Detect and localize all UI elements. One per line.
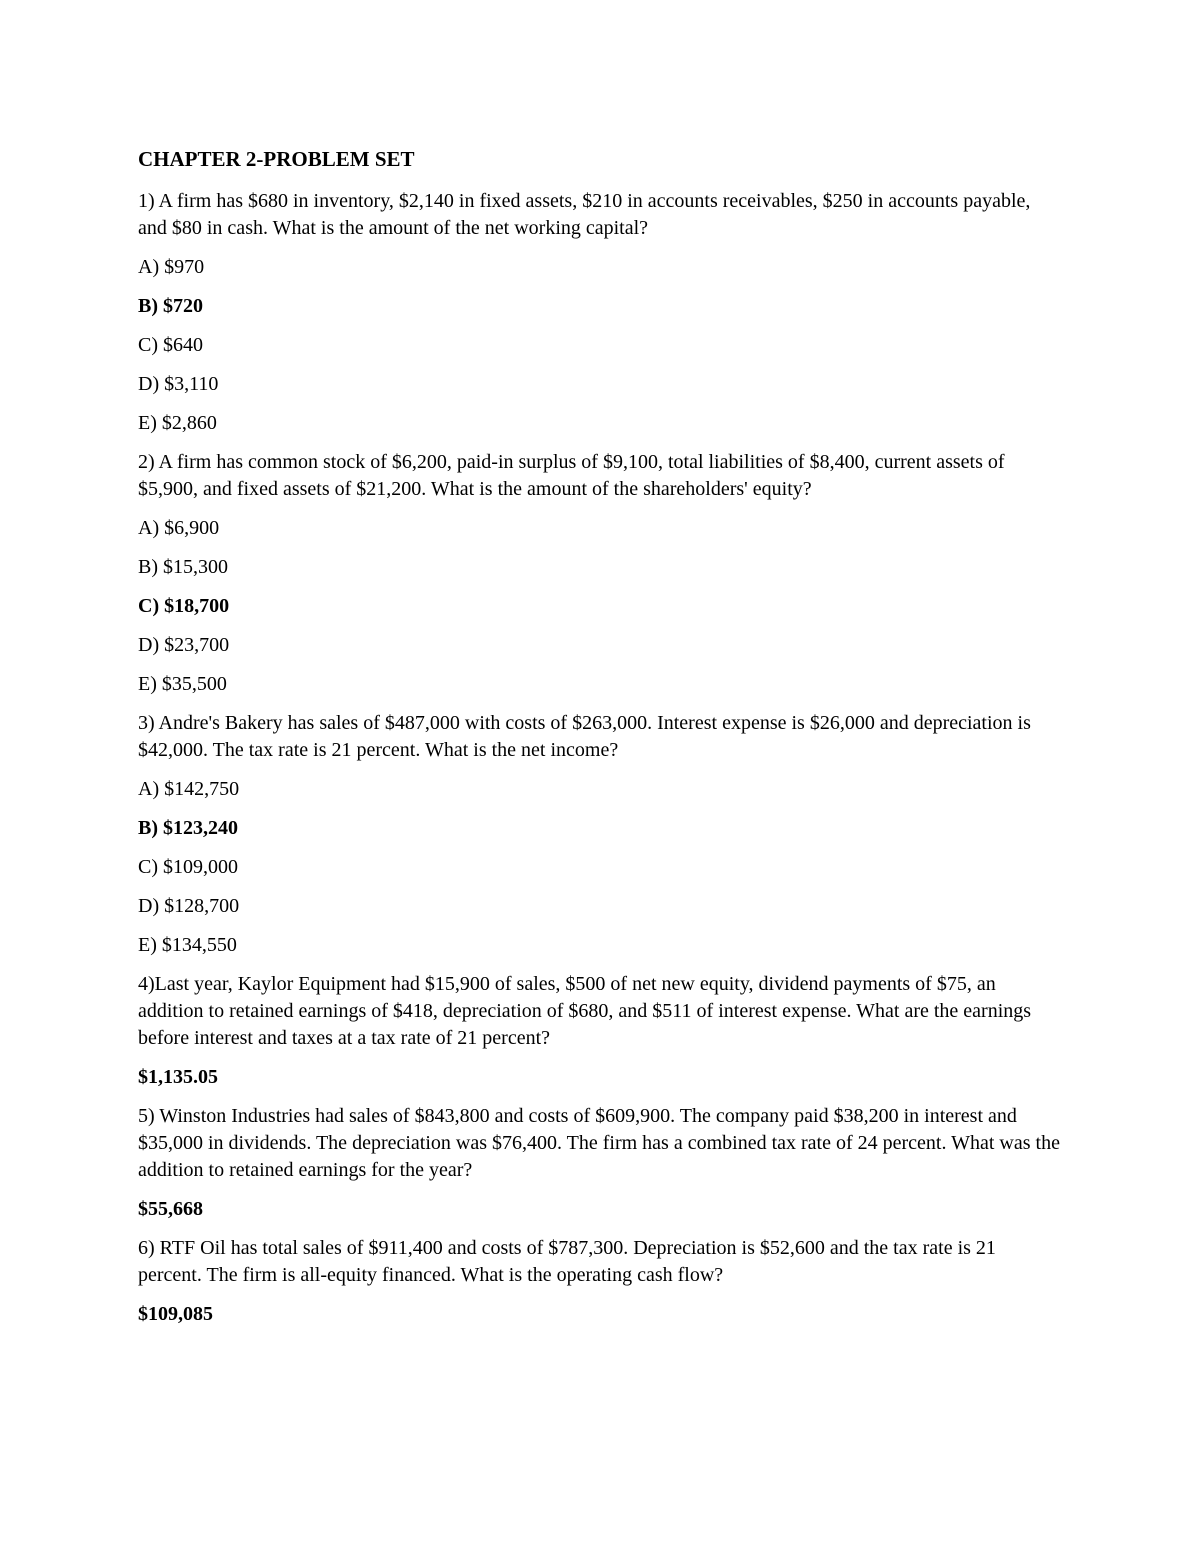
question-3-option-d: D) $128,700 xyxy=(138,895,240,917)
question-6-text: 6) RTF Oil has total sales of $911,400 and costs of $787,300. Depreciation is $52,600 and the tax rate is 21 percent. The firm is all-equity financed. What is the operating cash flow? xyxy=(138,1237,996,1286)
question-1-option-c: C) $640 xyxy=(138,334,203,356)
question-3-options xyxy=(138,776,1063,959)
question-5-text: 5) Winston Industries had sales of $843,800 and costs of $609,900. The company paid $38,200 in interest and $35,000 in dividends. The depreciation was $76,400. The firm has a combined tax rate of 24 percent. What was the addition to retained earnings for the year? xyxy=(138,1105,1060,1181)
question-1-options xyxy=(138,254,1063,437)
question-6-answer: $109,085 xyxy=(138,1303,213,1325)
question-3-text: 3) Andre's Bakery has sales of $487,000 with costs of $263,000. Interest expense is $26,000 and depreciation is $42,000. The tax rate is 21 percent. What is the net income? xyxy=(138,712,1031,761)
question-3-option-a: A) $142,750 xyxy=(138,778,240,800)
question-3-option-e: E) $134,550 xyxy=(138,934,237,956)
question-1-option-b-correct: B) $720 xyxy=(138,295,203,317)
question-2-text: 2) A firm has common stock of $6,200, paid-in surplus of $9,100, total liabilities of $8,400, current assets of $5,900, and fixed assets of $21,200. What is the amount of the shareholders' equity? xyxy=(138,451,1005,500)
document-title: CHAPTER 2-PROBLEM SET xyxy=(138,147,415,171)
document-page xyxy=(138,146,1063,1340)
question-2-option-b: B) $15,300 xyxy=(138,556,228,578)
question-1-option-a: A) $970 xyxy=(138,256,205,278)
question-2-option-d: D) $23,700 xyxy=(138,634,230,656)
question-1-option-e: E) $2,860 xyxy=(138,412,217,434)
question-1-option-d: D) $3,110 xyxy=(138,373,219,395)
question-2-option-e: E) $35,500 xyxy=(138,673,227,695)
question-2-options xyxy=(138,515,1063,698)
question-1-text: 1) A firm has $680 in inventory, $2,140 in fixed assets, $210 in accounts receivables, $250 in accounts payable, and $80 in cash. What is the amount of the net working capital? xyxy=(138,190,1031,239)
question-2-option-c-correct: C) $18,700 xyxy=(138,595,230,617)
question-4-text: 4)Last year, Kaylor Equipment had $15,900 of sales, $500 of net new equity, dividend payments of $75, an addition to retained earnings of $418, depreciation of $680, and $511 of interest expense. What are the earnings before interest and taxes at a tax rate of 21 percent? xyxy=(138,973,1032,1049)
question-3-option-c: C) $109,000 xyxy=(138,856,238,878)
question-4-answer: $1,135.05 xyxy=(138,1066,218,1088)
question-5-answer: $55,668 xyxy=(138,1198,203,1220)
question-3-option-b-correct: B) $123,240 xyxy=(138,817,238,839)
question-2-option-a: A) $6,900 xyxy=(138,517,220,539)
